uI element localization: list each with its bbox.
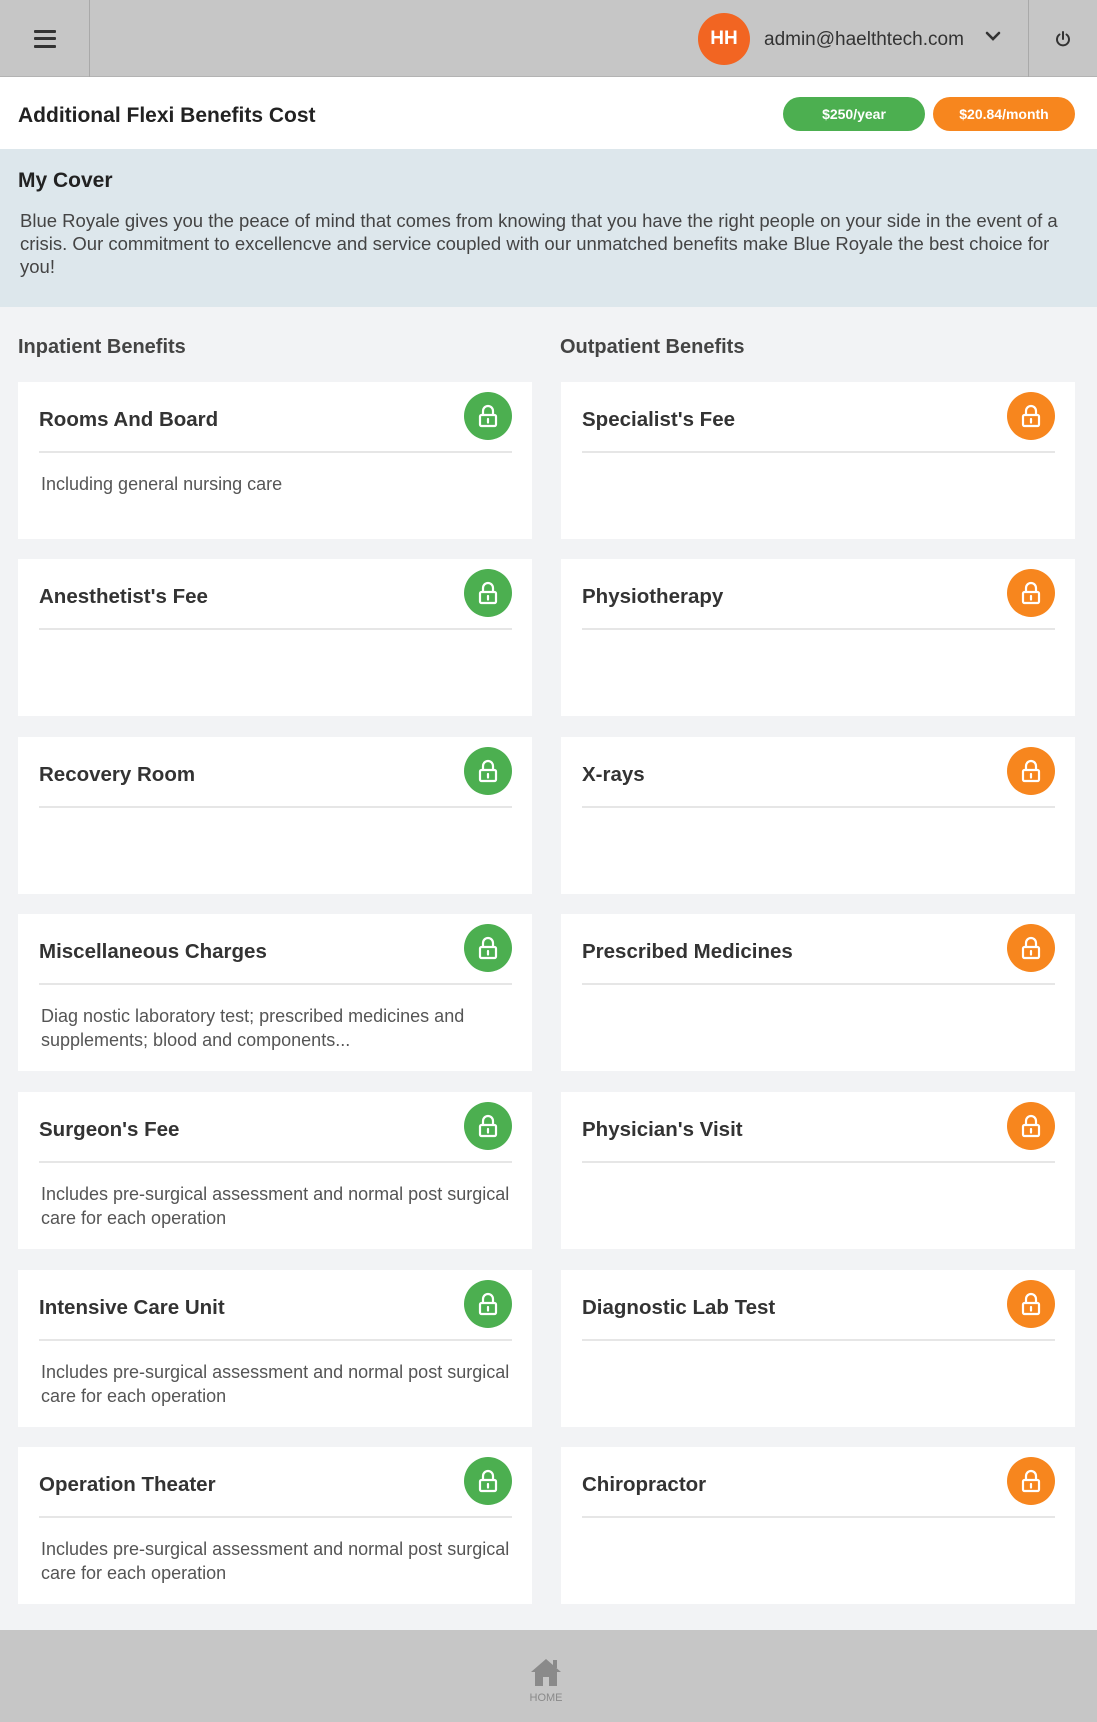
home-icon: [529, 1656, 563, 1688]
outpatient-benefit-card[interactable]: [561, 737, 1075, 894]
inpatient-benefit-card[interactable]: [18, 559, 532, 716]
benefit-title: Physician's Visit: [582, 1118, 743, 1141]
hamburger-menu-icon: [34, 30, 56, 48]
chevron-down-icon[interactable]: [985, 28, 1001, 44]
lock-icon[interactable]: [1007, 569, 1055, 617]
inpatient-benefit-card[interactable]: [18, 914, 532, 1071]
lock-icon[interactable]: [464, 924, 512, 972]
benefit-title: Rooms And Board: [39, 408, 219, 431]
outpatient-benefit-card[interactable]: [561, 1447, 1075, 1604]
benefit-title: Physiotherapy: [582, 585, 724, 608]
benefit-description: Includes pre-surgical assessment and normal post surgical care for each operation: [41, 1539, 510, 1583]
card-divider: [582, 806, 1055, 808]
card-divider: [582, 983, 1055, 985]
outpatient-title: Outpatient Benefits: [560, 336, 745, 358]
lock-icon[interactable]: [1007, 1457, 1055, 1505]
card-divider: [582, 1339, 1055, 1341]
menu-button[interactable]: [0, 0, 90, 77]
benefit-title: Surgeon's Fee: [39, 1118, 180, 1141]
cover-title: My Cover: [18, 169, 113, 192]
inpatient-benefit-card[interactable]: [18, 1092, 532, 1249]
top-bar: [0, 0, 1097, 77]
lock-icon[interactable]: [1007, 747, 1055, 795]
yearly-cost-badge: $250/year: [783, 97, 925, 131]
inpatient-benefit-card[interactable]: [18, 1447, 532, 1604]
card-divider: [39, 806, 512, 808]
user-email[interactable]: admin@haelthtech.com: [764, 29, 964, 50]
avatar[interactable]: HH: [698, 13, 750, 65]
benefit-description: Diag nostic laboratory test; prescribed medicines and supplements; blood and components...: [41, 1006, 465, 1050]
bottom-bar: [0, 1630, 1097, 1722]
inpatient-benefit-card[interactable]: [18, 1270, 532, 1427]
lock-icon[interactable]: [464, 1457, 512, 1505]
benefit-title: Intensive Care Unit: [39, 1296, 225, 1319]
card-divider: [582, 1516, 1055, 1518]
cover-description: Blue Royale gives you the peace of mind that comes from knowing that you have the right people on your side in the event of a crisis. Our commitment to excellencve and service coupled with our unmatched benefits make Blue Royale the best choice for you!: [20, 210, 1058, 277]
lock-icon[interactable]: [464, 1280, 512, 1328]
outpatient-benefit-card[interactable]: [561, 914, 1075, 1071]
power-button[interactable]: [1028, 0, 1097, 77]
benefit-description: Includes pre-surgical assessment and normal post surgical care for each operation: [41, 1184, 510, 1228]
lock-icon[interactable]: [1007, 924, 1055, 972]
inpatient-title: Inpatient Benefits: [18, 336, 186, 358]
card-divider: [39, 983, 512, 985]
my-cover-panel: [0, 149, 1097, 307]
lock-icon[interactable]: [464, 569, 512, 617]
home-button[interactable]: [520, 1656, 572, 1706]
card-divider: [39, 1339, 512, 1341]
card-divider: [39, 628, 512, 630]
monthly-cost-badge: $20.84/month: [933, 97, 1075, 131]
home-label: HOME: [529, 1692, 563, 1704]
lock-icon[interactable]: [464, 392, 512, 440]
benefit-description: Including general nursing care: [41, 474, 283, 494]
outpatient-benefit-card[interactable]: [561, 382, 1075, 539]
power-icon: [1054, 30, 1072, 48]
inpatient-benefit-card[interactable]: [18, 737, 532, 894]
lock-icon[interactable]: [1007, 1280, 1055, 1328]
card-divider: [582, 628, 1055, 630]
benefit-title: Miscellaneous Charges: [39, 940, 267, 963]
cost-title: Additional Flexi Benefits Cost: [18, 104, 316, 127]
lock-icon[interactable]: [464, 747, 512, 795]
lock-icon[interactable]: [464, 1102, 512, 1150]
outpatient-benefit-card[interactable]: [561, 559, 1075, 716]
benefit-title: X-rays: [582, 763, 645, 786]
benefit-title: Diagnostic Lab Test: [582, 1296, 776, 1319]
lock-icon[interactable]: [1007, 1102, 1055, 1150]
outpatient-benefit-card[interactable]: [561, 1270, 1075, 1427]
benefit-description: Includes pre-surgical assessment and normal post surgical care for each operation: [41, 1362, 510, 1406]
card-divider: [39, 1516, 512, 1518]
benefit-title: Prescribed Medicines: [582, 940, 793, 963]
benefit-title: Anesthetist's Fee: [39, 585, 208, 608]
benefit-title: Specialist's Fee: [582, 408, 736, 431]
benefit-title: Recovery Room: [39, 763, 196, 786]
card-divider: [39, 451, 512, 453]
card-divider: [582, 1161, 1055, 1163]
cost-bar: [0, 77, 1097, 149]
card-divider: [39, 1161, 512, 1163]
benefit-title: Chiropractor: [582, 1473, 707, 1496]
benefit-title: Operation Theater: [39, 1473, 216, 1496]
inpatient-benefit-card[interactable]: [18, 382, 532, 539]
card-divider: [582, 451, 1055, 453]
outpatient-benefit-card[interactable]: [561, 1092, 1075, 1249]
lock-icon[interactable]: [1007, 392, 1055, 440]
